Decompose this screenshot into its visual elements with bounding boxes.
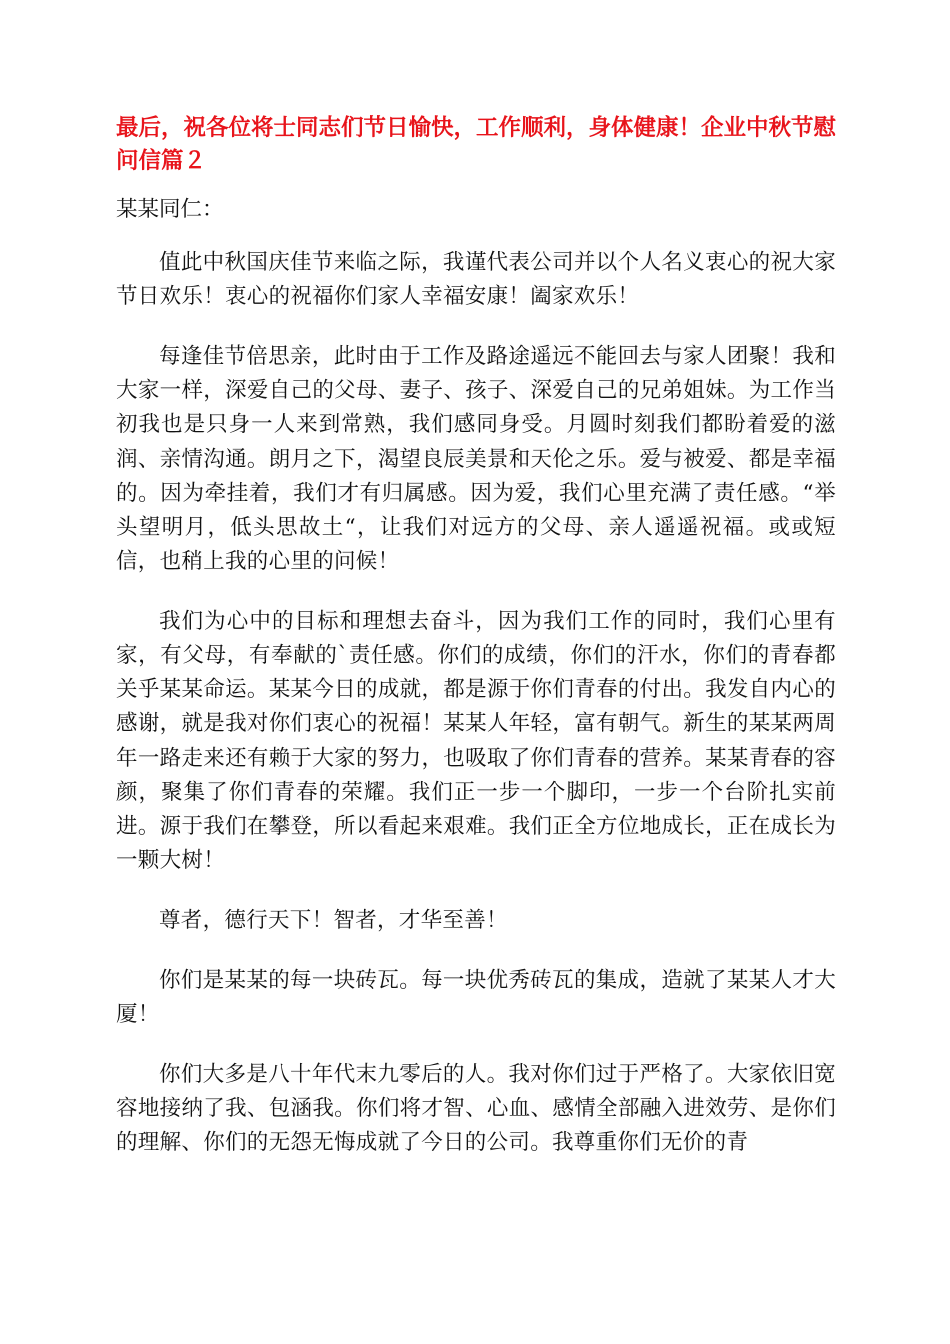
paragraph-generation: 你们大多是八十年代末九零后的人。我对你们过于严格了。大家依旧宽容地接纳了我、包涵我。你们将才智、心血、感情全部融入进效劳、是你们的理解、你们的无怨无悔成就了今日的公司。我尊重你们无价的青 xyxy=(116,1061,836,1155)
salutation: 某某同仁： xyxy=(116,197,224,222)
paragraph-homesick: 每逢佳节倍思亲，此时由于工作及路途遥远不能回去与家人团聚！我和大家一样，深爱自己的父母、妻子、孩子、深爱自己的兄弟姐妹。为工作当初我也是只身一人来到常熟，我们感同身受。月圆时刻我们都盼着爱的滋润、亲情沟通。朗月之下，渴望良辰美景和天伦之乐。爱与被爱、都是幸福的。因为牵挂着，我们才有归属感。因为爱，我们心里充满了责任感。“举头望明月，低头思故土“，让我们对远方的父母、亲人遥遥祝福。或或短信，也稍上我的心里的问候！ xyxy=(116,343,836,575)
letter-page xyxy=(116,112,836,1160)
letter-heading: 最后，祝各位将士同志们节日愉快，工作顺利，身体健康！企业中秋节慰问信篇２ xyxy=(116,115,837,174)
paragraph-motto: 尊者，德行天下！智者，才华至善！ xyxy=(159,907,508,933)
paragraph-bricks: 你们是某某的每一块砖瓦。每一块优秀砖瓦的集成，造就了某某人才大厦！ xyxy=(116,967,836,1027)
paragraph-greeting: 值此中秋国庆佳节来临之际，我谨代表公司并以个人名义衷心的祝大家节日欢乐！衷心的祝福你们家人幸福安康！阖家欢乐！ xyxy=(116,250,836,310)
paragraph-goals: 我们为心中的目标和理想去奋斗，因为我们工作的同时，我们心里有家，有父母，有奉献的`责任感。你们的成绩，你们的汗水，你们的青春都关乎某某命运。某某今日的成就，都是源于你们青春的付出。我发自内心的感谢，就是我对你们衷心的祝福！某某人年轻，富有朝气。新生的某某两周年一路走来还有赖于大家的努力，也吸取了你们青春的营养。某某青春的容颜，聚集了你们青春的荣耀。我们正一步一个脚印，一步一个台阶扎实前进。源于我们在攀登，所以看起来艰难。我们正全方位地成长，正在成长为一颗大树！ xyxy=(116,608,836,874)
